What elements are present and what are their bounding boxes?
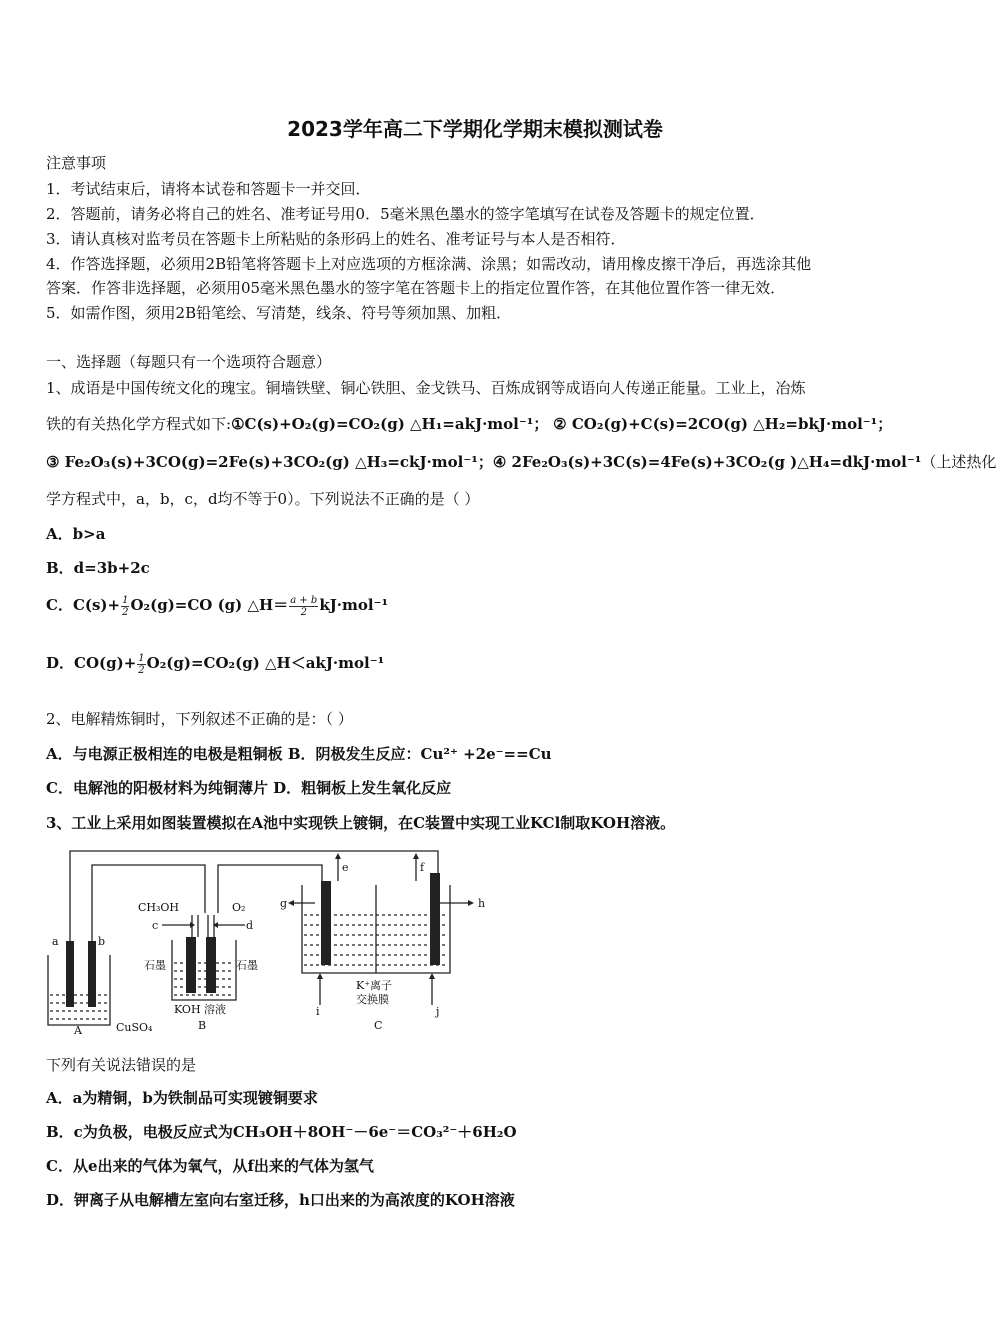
fraction-denominator: 2 xyxy=(300,606,307,618)
q1-eq2: ② CO₂(g)+C(s)=2CO(g) △H₂=bkJ·mol⁻¹； xyxy=(553,415,893,433)
fraction-one-half xyxy=(137,653,145,676)
q2-options-ab: A．与电源正极相连的电极是粗铜板 B．阴极发生反应：Cu²⁺ +2e⁻==Cu xyxy=(46,745,552,763)
notice-heading: 注意事项 xyxy=(46,154,107,172)
fraction-numerator: a + b xyxy=(290,594,318,606)
label-d: d xyxy=(246,919,254,932)
fraction-one-half xyxy=(121,595,129,618)
label-cell-c: C xyxy=(374,1019,383,1032)
beaker-b xyxy=(172,940,236,1000)
label-graphite-left: 石墨 xyxy=(144,959,166,972)
q1-stem-line4: 学方程式中，a，b，c，d均不等于0）。下列说法不正确的是（ ） xyxy=(46,490,480,508)
label-h: h xyxy=(478,897,486,910)
q1-option-d-pre: D．CO(g)+ xyxy=(46,654,137,672)
q1-option-d xyxy=(46,652,384,676)
q1-stem-line2 xyxy=(46,413,892,434)
label-cell-b: B xyxy=(198,1019,207,1032)
label-e: e xyxy=(342,861,349,874)
tube-d xyxy=(208,915,214,937)
label-i: i xyxy=(316,1005,320,1018)
q3-lead: 下列有关说法错误的是 xyxy=(46,1056,197,1074)
notice-item-3: 3．请认真核对监考员在答题卡上所粘贴的条形码上的姓名、准考证号与本人是否相符． xyxy=(46,230,626,248)
q1-option-c-mid: O₂(g)=CO (g) △H＝ xyxy=(130,596,289,614)
label-cuso4: CuSO₄ xyxy=(116,1021,153,1034)
q1-eq3: ③ Fe₂O₃(s)+3CO(g)=2Fe(s)+3CO₂(g) △H₃=ckJ·mol⁻¹； xyxy=(46,453,493,471)
label-j: j xyxy=(436,1005,440,1018)
electrode-b xyxy=(88,941,96,1007)
beaker-a xyxy=(48,955,110,1025)
q3-option-c: C．从e出来的气体为氧气，从f出来的气体为氢气 xyxy=(46,1157,374,1175)
notice-item-5: 5．如需作图，须用2B铅笔绘、写清楚，线条、符号等须加黑、加粗． xyxy=(46,304,512,322)
notice-item-4-cont: 答案．作答非选择题，必须用05毫米黑色墨水的签字笔在答题卡上的指定位置作答，在其他位置作答一律无效． xyxy=(46,279,786,297)
q2-stem: 2、电解精炼铜时，下列叙述不正确的是：（ ） xyxy=(46,710,353,728)
fraction-numerator: 1 xyxy=(138,652,145,664)
label-membrane-1: K⁺离子 xyxy=(356,979,393,992)
label-graphite-right: 石墨 xyxy=(236,959,258,972)
section-heading: 一、选择题（每题只有一个选项符合题意） xyxy=(46,353,332,371)
electrode-c-left xyxy=(321,881,331,965)
notice-item-1: 1．考试结束后，请将本试卷和答题卡一并交回． xyxy=(46,180,371,198)
q1-stem-line3 xyxy=(46,451,996,472)
label-b: b xyxy=(98,935,106,948)
label-c: c xyxy=(152,919,159,932)
q1-option-c-pre: C．C(s)+ xyxy=(46,596,121,614)
q1-option-b: B．d=3b+2c xyxy=(46,559,150,577)
label-koh: KOH 溶液 xyxy=(174,1003,227,1016)
electrode-c-right xyxy=(430,873,440,965)
fraction-numerator: 1 xyxy=(122,594,129,606)
electrode-graphite-left xyxy=(186,937,196,993)
q1-eq4-tail: （上述热化 xyxy=(921,453,996,471)
q3-option-d: D．钾离子从电解槽左室向右室迁移，h口出来的为高浓度的KOH溶液 xyxy=(46,1191,515,1209)
q1-option-d-post: O₂(g)=CO₂(g) △H＜akJ·mol⁻¹ xyxy=(146,654,385,672)
q1-line2-prefix: 铁的有关热化学方程式如下: xyxy=(46,415,232,433)
label-cell-a: A xyxy=(74,1024,82,1037)
notice-item-4: 4．作答选择题，必须用2B铅笔将答题卡上对应选项的方框涂满、涂黑；如需改动，请用橡皮擦干净后，再选涂其他 xyxy=(46,255,812,273)
fraction-a-plus-b-over-2 xyxy=(289,595,318,618)
q1-option-c xyxy=(46,594,388,618)
notice-item-2: 2．答题前，请务必将自己的姓名、准考证号用0．5毫米黑色墨水的签字笔填写在试卷及答题卡的规定位置． xyxy=(46,205,765,223)
electrolysis-apparatus-figure xyxy=(40,845,500,1035)
q3-option-b: B．c为负极，电极反应式为CH₃OH＋8OH⁻－6e⁻＝CO₃²⁻＋6H₂O xyxy=(46,1123,517,1141)
electrode-a xyxy=(66,941,74,1007)
label-f: f xyxy=(420,861,425,874)
q3-option-a: A．a为精铜，b为铁制品可实现镀铜要求 xyxy=(46,1089,318,1107)
q1-eq4: ④ 2Fe₂O₃(s)+3C(s)=4Fe(s)+3CO₂(g )△H₄=dkJ·mol⁻¹ xyxy=(492,453,922,471)
fraction-denominator: 2 xyxy=(122,606,129,618)
page-title: 2023学年高二下学期化学期末模拟测试卷 xyxy=(287,117,663,141)
electrode-graphite-right xyxy=(206,937,216,993)
label-g: g xyxy=(280,897,288,910)
label-ch3oh: CH₃OH xyxy=(138,901,180,914)
fraction-denominator: 2 xyxy=(138,664,145,676)
label-o2: O₂ xyxy=(232,901,246,914)
q1-option-c-post: kJ·mol⁻¹ xyxy=(319,596,389,614)
q2-options-cd: C．电解池的阳极材料为纯铜薄片 D．粗铜板上发生氧化反应 xyxy=(46,779,452,797)
label-a: a xyxy=(52,935,59,948)
q1-stem-line1: 1、成语是中国传统文化的瑰宝。铜墙铁壁、铜心铁胆、金戈铁马、百炼成钢等成语向人传递正能量。工业上，冶炼 xyxy=(46,379,806,397)
label-membrane-2: 交换膜 xyxy=(356,993,389,1006)
q3-stem: 3、工业上采用如图装置模拟在A池中实现铁上镀铜，在C装置中实现工业KCl制取KOH溶液。 xyxy=(46,814,676,832)
q1-eq1: ①C(s)+O₂(g)=CO₂(g) △H₁=akJ·mol⁻¹； xyxy=(231,415,549,433)
q1-option-a: A．b>a xyxy=(46,525,106,543)
